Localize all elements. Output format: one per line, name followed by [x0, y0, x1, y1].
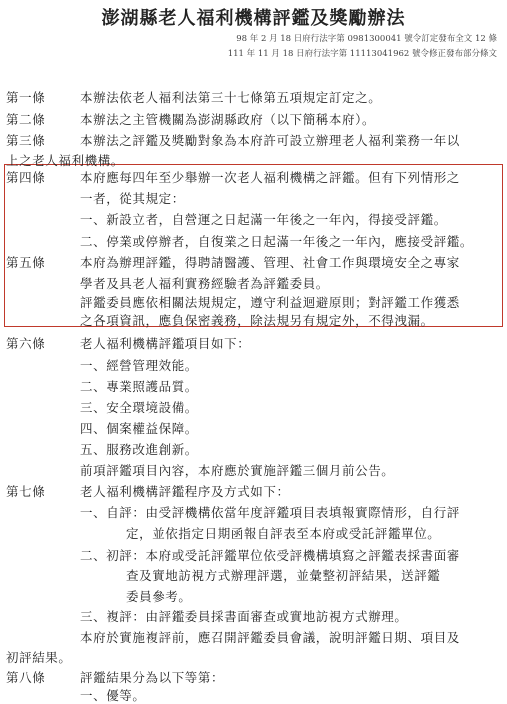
article-text: 上之老人福利機構。 [6, 153, 124, 168]
article-text: 三、複評：由評鑑委員採書面審查或實地訪視方式辦理。 [80, 609, 408, 624]
article-text: 一、自評：由受評機構依當年度評鑑項目表填報實際情形，自行評 [80, 505, 460, 520]
article-text: 四、個案權益保障。 [80, 421, 198, 436]
article-text: 之各項資訊，應負保密義務，除法規另有規定外，不得洩漏。 [80, 313, 434, 328]
article-text: 本府於實施複評前，應召開評鑑委員會議，說明評鑑日期、項目及 [80, 630, 460, 645]
article-label: 第六條 [6, 336, 46, 351]
article-text: 定，並依指定日期函報自評表至本府或受託評鑑單位。 [126, 526, 441, 541]
article-text: 本府為辦理評鑑，得聘請醫護、管理、社會工作與環境安全之專家 [80, 255, 460, 270]
article-label: 第一條 [6, 90, 46, 105]
enactment-note: 98 年 2 月 18 日府行法字第 0981300041 號令訂定發布全文 12 條 [236, 34, 497, 44]
article-label: 第五條 [6, 255, 46, 270]
article-text: 評鑑結果分為以下等第： [80, 670, 225, 685]
article-text: 二、初評：本府或受託評鑑單位依受評機構填寫之評鑑表採書面審 [80, 548, 460, 563]
article-text: 老人福利機構評鑑項目如下： [80, 336, 251, 351]
article-text: 查及實地訪視方式辦理評選，並彙整初評結果，送評鑑 [126, 568, 441, 583]
article-text: 委員參考。 [126, 589, 192, 604]
article-text: 初評結果。 [6, 650, 72, 665]
article-label: 第四條 [6, 170, 46, 185]
article-text: 二、停業或停辦者，自復業之日起滿一年後之一年內，應接受評鑑。 [80, 234, 474, 249]
article-text: 老人福利機構評鑑程序及方式如下： [80, 484, 290, 499]
article-label: 第二條 [6, 112, 46, 127]
article-text: 本府應每四年至少舉辦一次老人福利機構之評鑑。但有下列情形之 [80, 170, 460, 185]
article-text: 一者，從其規定： [80, 191, 185, 206]
amendment-note: 111 年 11 月 18 日府行法字第 11113041962 號令修正發布部分條文 [227, 49, 497, 59]
article-text: 一、優等。 [80, 688, 146, 703]
article-label: 第七條 [6, 484, 46, 499]
article-text: 二、專業照護品質。 [80, 379, 198, 394]
article-text: 本辦法之評鑑及獎勵對象為本府許可設立辦理老人福利業務一年以 [80, 133, 460, 148]
article-text: 三、安全環境設備。 [80, 400, 198, 415]
article-text: 一、經營管理效能。 [80, 358, 198, 373]
article-text: 本辦法依老人福利法第三十七條第五項規定訂定之。 [80, 90, 382, 105]
article-text: 評鑑委員應依相關法規規定，遵守利益迴避原則；對評鑑工作獲悉 [80, 295, 460, 310]
article-text: 五、服務改進創新。 [80, 442, 198, 457]
article-label: 第八條 [6, 670, 46, 685]
article-text: 本辦法之主管機關為澎湖縣政府（以下簡稱本府）。 [80, 112, 376, 127]
article-text: 前項評鑑項目內容，本府應於實施評鑑三個月前公告。 [80, 463, 395, 478]
article-label: 第三條 [6, 133, 46, 148]
article-text: 一、新設立者，自營運之日起滿一年後之一年內，得接受評鑑。 [80, 212, 447, 227]
article-text: 學者及具老人福利實務經驗者為評鑑委員。 [80, 276, 329, 291]
document-title: 澎湖縣老人福利機構評鑑及獎勵辦法 [101, 8, 406, 29]
